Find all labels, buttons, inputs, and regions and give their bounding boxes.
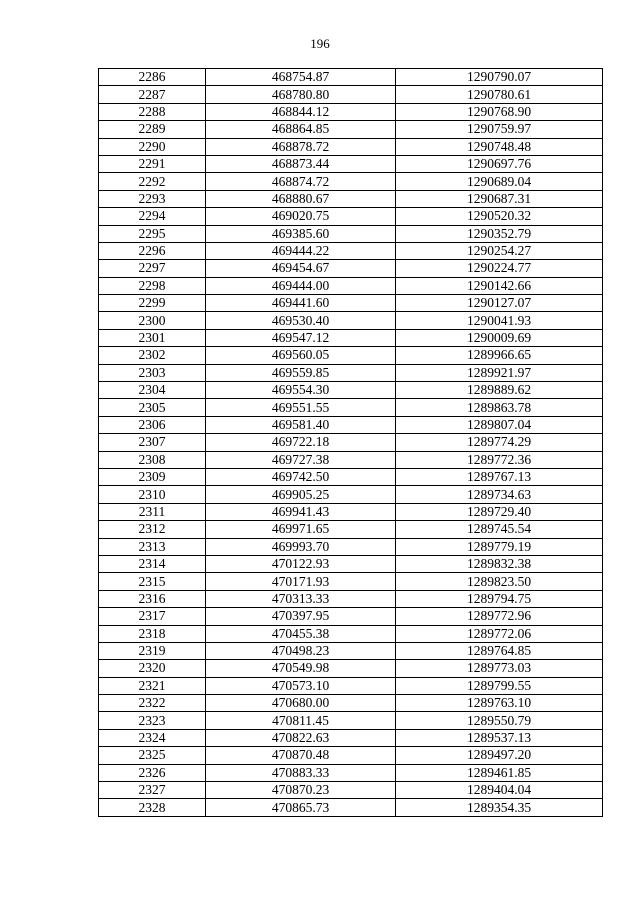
x-coordinate-cell: 470122.93 (206, 555, 396, 572)
x-coordinate-cell: 469941.43 (206, 503, 396, 520)
x-coordinate-cell: 470397.95 (206, 608, 396, 625)
table-row (99, 799, 603, 816)
x-coordinate-cell: 470883.33 (206, 764, 396, 781)
table-row (99, 538, 603, 555)
table-row (99, 625, 603, 642)
x-coordinate-cell: 470171.93 (206, 573, 396, 590)
x-coordinate-cell: 470870.23 (206, 782, 396, 799)
point-number-cell: 2323 (99, 712, 206, 729)
x-coordinate-cell: 470865.73 (206, 799, 396, 816)
x-coordinate-cell: 469530.40 (206, 312, 396, 329)
table-row (99, 590, 603, 607)
point-number-cell: 2325 (99, 747, 206, 764)
x-coordinate-cell: 469385.60 (206, 225, 396, 242)
y-coordinate-cell: 1289734.63 (396, 486, 603, 503)
table-row (99, 712, 603, 729)
table-row (99, 138, 603, 155)
table-row (99, 190, 603, 207)
point-number-cell: 2321 (99, 677, 206, 694)
y-coordinate-cell: 1290127.07 (396, 295, 603, 312)
table-row (99, 382, 603, 399)
point-number-cell: 2322 (99, 695, 206, 712)
y-coordinate-cell: 1289774.29 (396, 434, 603, 451)
point-number-cell: 2290 (99, 138, 206, 155)
table-row (99, 747, 603, 764)
point-number-cell: 2294 (99, 208, 206, 225)
y-coordinate-cell: 1289537.13 (396, 729, 603, 746)
x-coordinate-cell: 469554.30 (206, 382, 396, 399)
y-coordinate-cell: 1289354.35 (396, 799, 603, 816)
x-coordinate-cell: 470549.98 (206, 660, 396, 677)
x-coordinate-cell: 468878.72 (206, 138, 396, 155)
table-row (99, 103, 603, 120)
y-coordinate-cell: 1290790.07 (396, 69, 603, 86)
table-row (99, 347, 603, 364)
point-number-cell: 2313 (99, 538, 206, 555)
y-coordinate-cell: 1289823.50 (396, 573, 603, 590)
point-number-cell: 2302 (99, 347, 206, 364)
point-number-cell: 2310 (99, 486, 206, 503)
x-coordinate-cell: 468873.44 (206, 155, 396, 172)
table-row (99, 695, 603, 712)
point-number-cell: 2304 (99, 382, 206, 399)
coordinates-table (98, 68, 603, 817)
y-coordinate-cell: 1289863.78 (396, 399, 603, 416)
point-number-cell: 2309 (99, 468, 206, 485)
table-row (99, 312, 603, 329)
y-coordinate-cell: 1289799.55 (396, 677, 603, 694)
point-number-cell: 2328 (99, 799, 206, 816)
table-row (99, 208, 603, 225)
x-coordinate-cell: 468864.85 (206, 121, 396, 138)
table-row (99, 468, 603, 485)
y-coordinate-cell: 1289729.40 (396, 503, 603, 520)
point-number-cell: 2316 (99, 590, 206, 607)
table-row (99, 608, 603, 625)
table-row (99, 364, 603, 381)
point-number-cell: 2320 (99, 660, 206, 677)
table-row (99, 225, 603, 242)
y-coordinate-cell: 1289832.38 (396, 555, 603, 572)
x-coordinate-cell: 470573.10 (206, 677, 396, 694)
x-coordinate-cell: 470822.63 (206, 729, 396, 746)
table-row (99, 729, 603, 746)
point-number-cell: 2314 (99, 555, 206, 572)
table-row (99, 277, 603, 294)
x-coordinate-cell: 468874.72 (206, 173, 396, 190)
table-row (99, 434, 603, 451)
x-coordinate-cell: 469971.65 (206, 521, 396, 538)
y-coordinate-cell: 1289550.79 (396, 712, 603, 729)
x-coordinate-cell: 469742.50 (206, 468, 396, 485)
point-number-cell: 2315 (99, 573, 206, 590)
y-coordinate-cell: 1290768.90 (396, 103, 603, 120)
table-row (99, 295, 603, 312)
point-number-cell: 2295 (99, 225, 206, 242)
y-coordinate-cell: 1289764.85 (396, 642, 603, 659)
y-coordinate-cell: 1289767.13 (396, 468, 603, 485)
table-row (99, 399, 603, 416)
point-number-cell: 2287 (99, 86, 206, 103)
point-number-cell: 2298 (99, 277, 206, 294)
x-coordinate-cell: 469727.38 (206, 451, 396, 468)
y-coordinate-cell: 1290687.31 (396, 190, 603, 207)
y-coordinate-cell: 1290697.76 (396, 155, 603, 172)
point-number-cell: 2306 (99, 416, 206, 433)
y-coordinate-cell: 1290142.66 (396, 277, 603, 294)
x-coordinate-cell: 469547.12 (206, 329, 396, 346)
x-coordinate-cell: 468844.12 (206, 103, 396, 120)
table-row (99, 416, 603, 433)
y-coordinate-cell: 1289497.20 (396, 747, 603, 764)
y-coordinate-cell: 1290780.61 (396, 86, 603, 103)
y-coordinate-cell: 1290224.77 (396, 260, 603, 277)
x-coordinate-cell: 469905.25 (206, 486, 396, 503)
y-coordinate-cell: 1289889.62 (396, 382, 603, 399)
table-row (99, 242, 603, 259)
point-number-cell: 2286 (99, 69, 206, 86)
x-coordinate-cell: 469560.05 (206, 347, 396, 364)
point-number-cell: 2292 (99, 173, 206, 190)
table-row (99, 486, 603, 503)
y-coordinate-cell: 1290689.04 (396, 173, 603, 190)
y-coordinate-cell: 1290352.79 (396, 225, 603, 242)
x-coordinate-cell: 469444.22 (206, 242, 396, 259)
point-number-cell: 2307 (99, 434, 206, 451)
point-number-cell: 2312 (99, 521, 206, 538)
table-row (99, 173, 603, 190)
x-coordinate-cell: 469551.55 (206, 399, 396, 416)
y-coordinate-cell: 1289461.85 (396, 764, 603, 781)
table-row (99, 642, 603, 659)
y-coordinate-cell: 1290748.48 (396, 138, 603, 155)
table-row (99, 573, 603, 590)
point-number-cell: 2296 (99, 242, 206, 259)
x-coordinate-cell: 469559.85 (206, 364, 396, 381)
table-row (99, 521, 603, 538)
table-row (99, 260, 603, 277)
x-coordinate-cell: 469020.75 (206, 208, 396, 225)
y-coordinate-cell: 1289779.19 (396, 538, 603, 555)
point-number-cell: 2301 (99, 329, 206, 346)
point-number-cell: 2319 (99, 642, 206, 659)
x-coordinate-cell: 469444.00 (206, 277, 396, 294)
table-row (99, 69, 603, 86)
y-coordinate-cell: 1290759.97 (396, 121, 603, 138)
y-coordinate-cell: 1289745.54 (396, 521, 603, 538)
point-number-cell: 2308 (99, 451, 206, 468)
point-number-cell: 2326 (99, 764, 206, 781)
page-number: 196 (310, 36, 330, 51)
table-row (99, 660, 603, 677)
point-number-cell: 2299 (99, 295, 206, 312)
x-coordinate-cell: 469454.67 (206, 260, 396, 277)
point-number-cell: 2291 (99, 155, 206, 172)
point-number-cell: 2300 (99, 312, 206, 329)
point-number-cell: 2303 (99, 364, 206, 381)
x-coordinate-cell: 470680.00 (206, 695, 396, 712)
x-coordinate-cell: 468754.87 (206, 69, 396, 86)
y-coordinate-cell: 1289404.04 (396, 782, 603, 799)
table-row (99, 121, 603, 138)
point-number-cell: 2293 (99, 190, 206, 207)
point-number-cell: 2289 (99, 121, 206, 138)
x-coordinate-cell: 470313.33 (206, 590, 396, 607)
y-coordinate-cell: 1290254.27 (396, 242, 603, 259)
table-row (99, 555, 603, 572)
point-number-cell: 2324 (99, 729, 206, 746)
y-coordinate-cell: 1289921.97 (396, 364, 603, 381)
table-row (99, 782, 603, 799)
point-number-cell: 2297 (99, 260, 206, 277)
point-number-cell: 2288 (99, 103, 206, 120)
table-row (99, 503, 603, 520)
y-coordinate-cell: 1289773.03 (396, 660, 603, 677)
table-row (99, 451, 603, 468)
x-coordinate-cell: 469581.40 (206, 416, 396, 433)
y-coordinate-cell: 1289807.04 (396, 416, 603, 433)
y-coordinate-cell: 1289763.10 (396, 695, 603, 712)
x-coordinate-cell: 469441.60 (206, 295, 396, 312)
table-row (99, 764, 603, 781)
point-number-cell: 2305 (99, 399, 206, 416)
x-coordinate-cell: 470870.48 (206, 747, 396, 764)
x-coordinate-cell: 468880.67 (206, 190, 396, 207)
x-coordinate-cell: 470455.38 (206, 625, 396, 642)
y-coordinate-cell: 1289966.65 (396, 347, 603, 364)
table-row (99, 677, 603, 694)
x-coordinate-cell: 470811.45 (206, 712, 396, 729)
table-row (99, 329, 603, 346)
y-coordinate-cell: 1290009.69 (396, 329, 603, 346)
coordinates-table-body (99, 69, 603, 817)
point-number-cell: 2317 (99, 608, 206, 625)
point-number-cell: 2318 (99, 625, 206, 642)
point-number-cell: 2327 (99, 782, 206, 799)
x-coordinate-cell: 468780.80 (206, 86, 396, 103)
point-number-cell: 2311 (99, 503, 206, 520)
x-coordinate-cell: 469722.18 (206, 434, 396, 451)
x-coordinate-cell: 469993.70 (206, 538, 396, 555)
x-coordinate-cell: 470498.23 (206, 642, 396, 659)
y-coordinate-cell: 1290041.93 (396, 312, 603, 329)
y-coordinate-cell: 1289772.36 (396, 451, 603, 468)
table-row (99, 155, 603, 172)
y-coordinate-cell: 1289772.06 (396, 625, 603, 642)
table-row (99, 86, 603, 103)
y-coordinate-cell: 1289772.96 (396, 608, 603, 625)
y-coordinate-cell: 1290520.32 (396, 208, 603, 225)
y-coordinate-cell: 1289794.75 (396, 590, 603, 607)
